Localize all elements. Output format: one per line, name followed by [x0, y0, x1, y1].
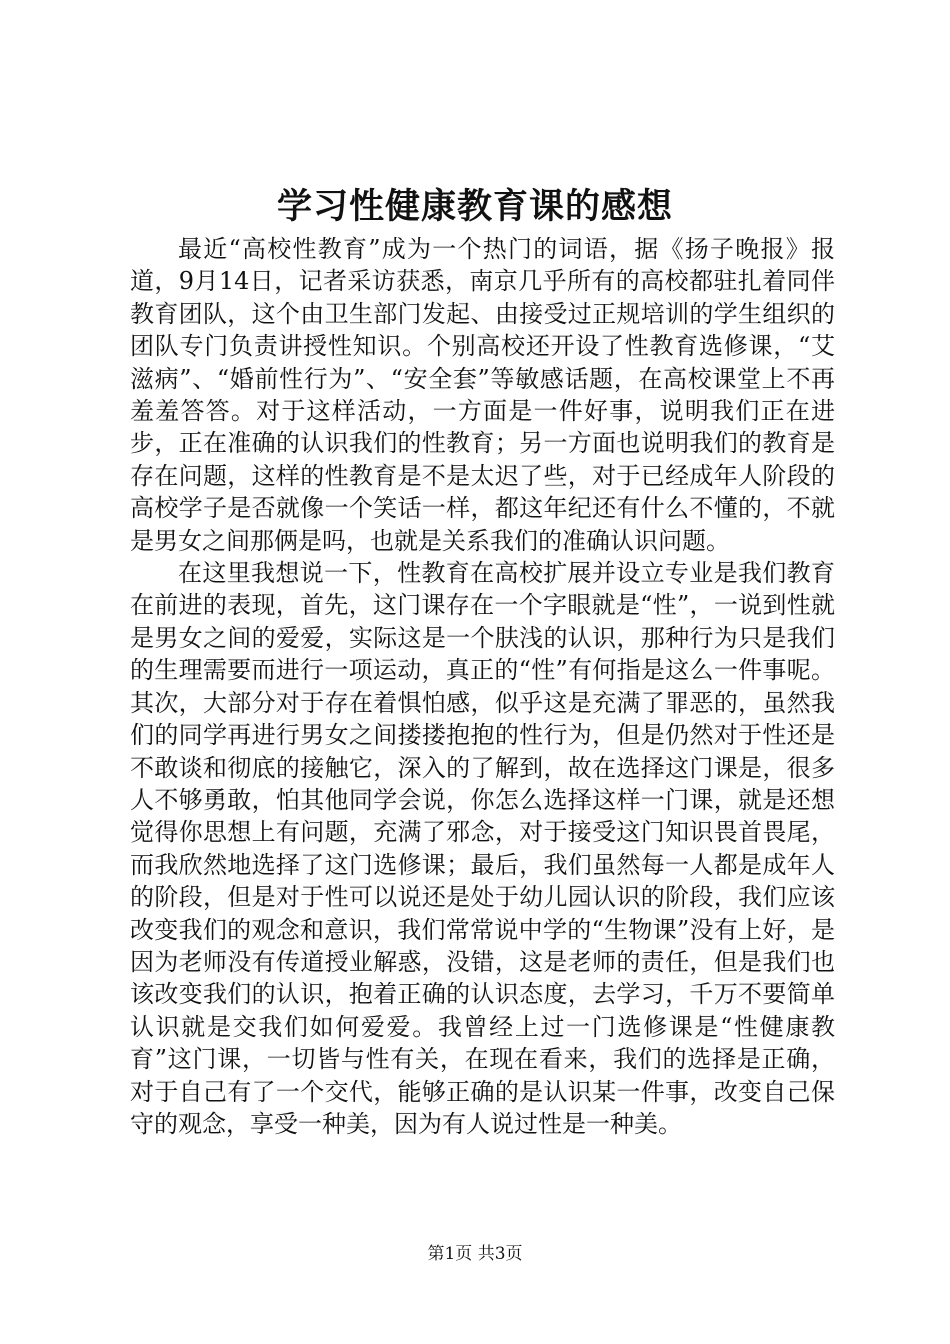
paragraph-2: 在这里我想说一下，性教育在高校扩展并设立专业是我们教育在前进的表现，首先，这门课存在一个字眼就是“性”，一说到性就是男女之间的爱爱，实际这是一个肤浅的认识，那种行为只是我们的生理需要而进行一项运动，真正的“性”有何指是这么一件事呢。其次，大部分对于存在着惧怕感，似乎这是充满了罪恶的，虽然我们的同学再进行男女之间搂搂抱抱的性行为，但是仍然对于性还是不敢谈和彻底的接触它，深入的了解到，故在选择这门课是，很多人不够勇敢，怕其他同学会说，你怎么选择这样一门课，就是还想觉得你思想上有问题，充满了邪念，对于接受这门知识畏首畏尾，而我欣然地选择了这门选修课；最后，我们虽然每一人都是成年人的阶段，但是对于性可以说还是处于幼儿园认识的阶段，我们应该改变我们的观念和意识，我们常常说中学的“生物课”没有上好，是因为老师没有传道授业解惑，没错，这是老师的责任，但是我们也该改变我们的认识，抱着正确的认识态度，去学习，千万不要简单认识就是交我们如何爱爱。我曾经上过一门选修课是“性健康教育”这门课，一切皆与性有关，在现在看来，我们的选择是正确，对于自己有了一个交代，能够正确的是认识某一件事，改变自己保守的观念，享受一种美，因为有人说过性是一种美。	[130, 559, 835, 1138]
page-footer: 第1页 共3页	[427, 1244, 523, 1264]
document-body	[130, 233, 835, 1140]
document-title: 学习性健康教育课的感想	[276, 186, 673, 227]
paragraph-1: 最近“高校性教育”成为一个热门的词语，据《扬子晚报》报道，9月14日，记者采访获悉，南京几乎所有的高校都驻扎着同伴教育团队，这个由卫生部门发起、由接受过正规培训的学生组织的团队专门负责讲授性知识。个别高校还开设了性教育选修课，“艾滋病”、“婚前性行为”、“安全套”等敏感话题，在高校课堂上不再羞羞答答。对于这样活动，一方面是一件好事，说明我们正在进步，正在准确的认识我们的性教育；另一方面也说明我们的教育是存在问题，这样的性教育是不是太迟了些，对于已经成年人阶段的高校学子是否就像一个笑话一样，都这年纪还有什么不懂的，不就是男女之间那俩是吗，也就是关系我们的准确认识问题。	[130, 235, 835, 555]
